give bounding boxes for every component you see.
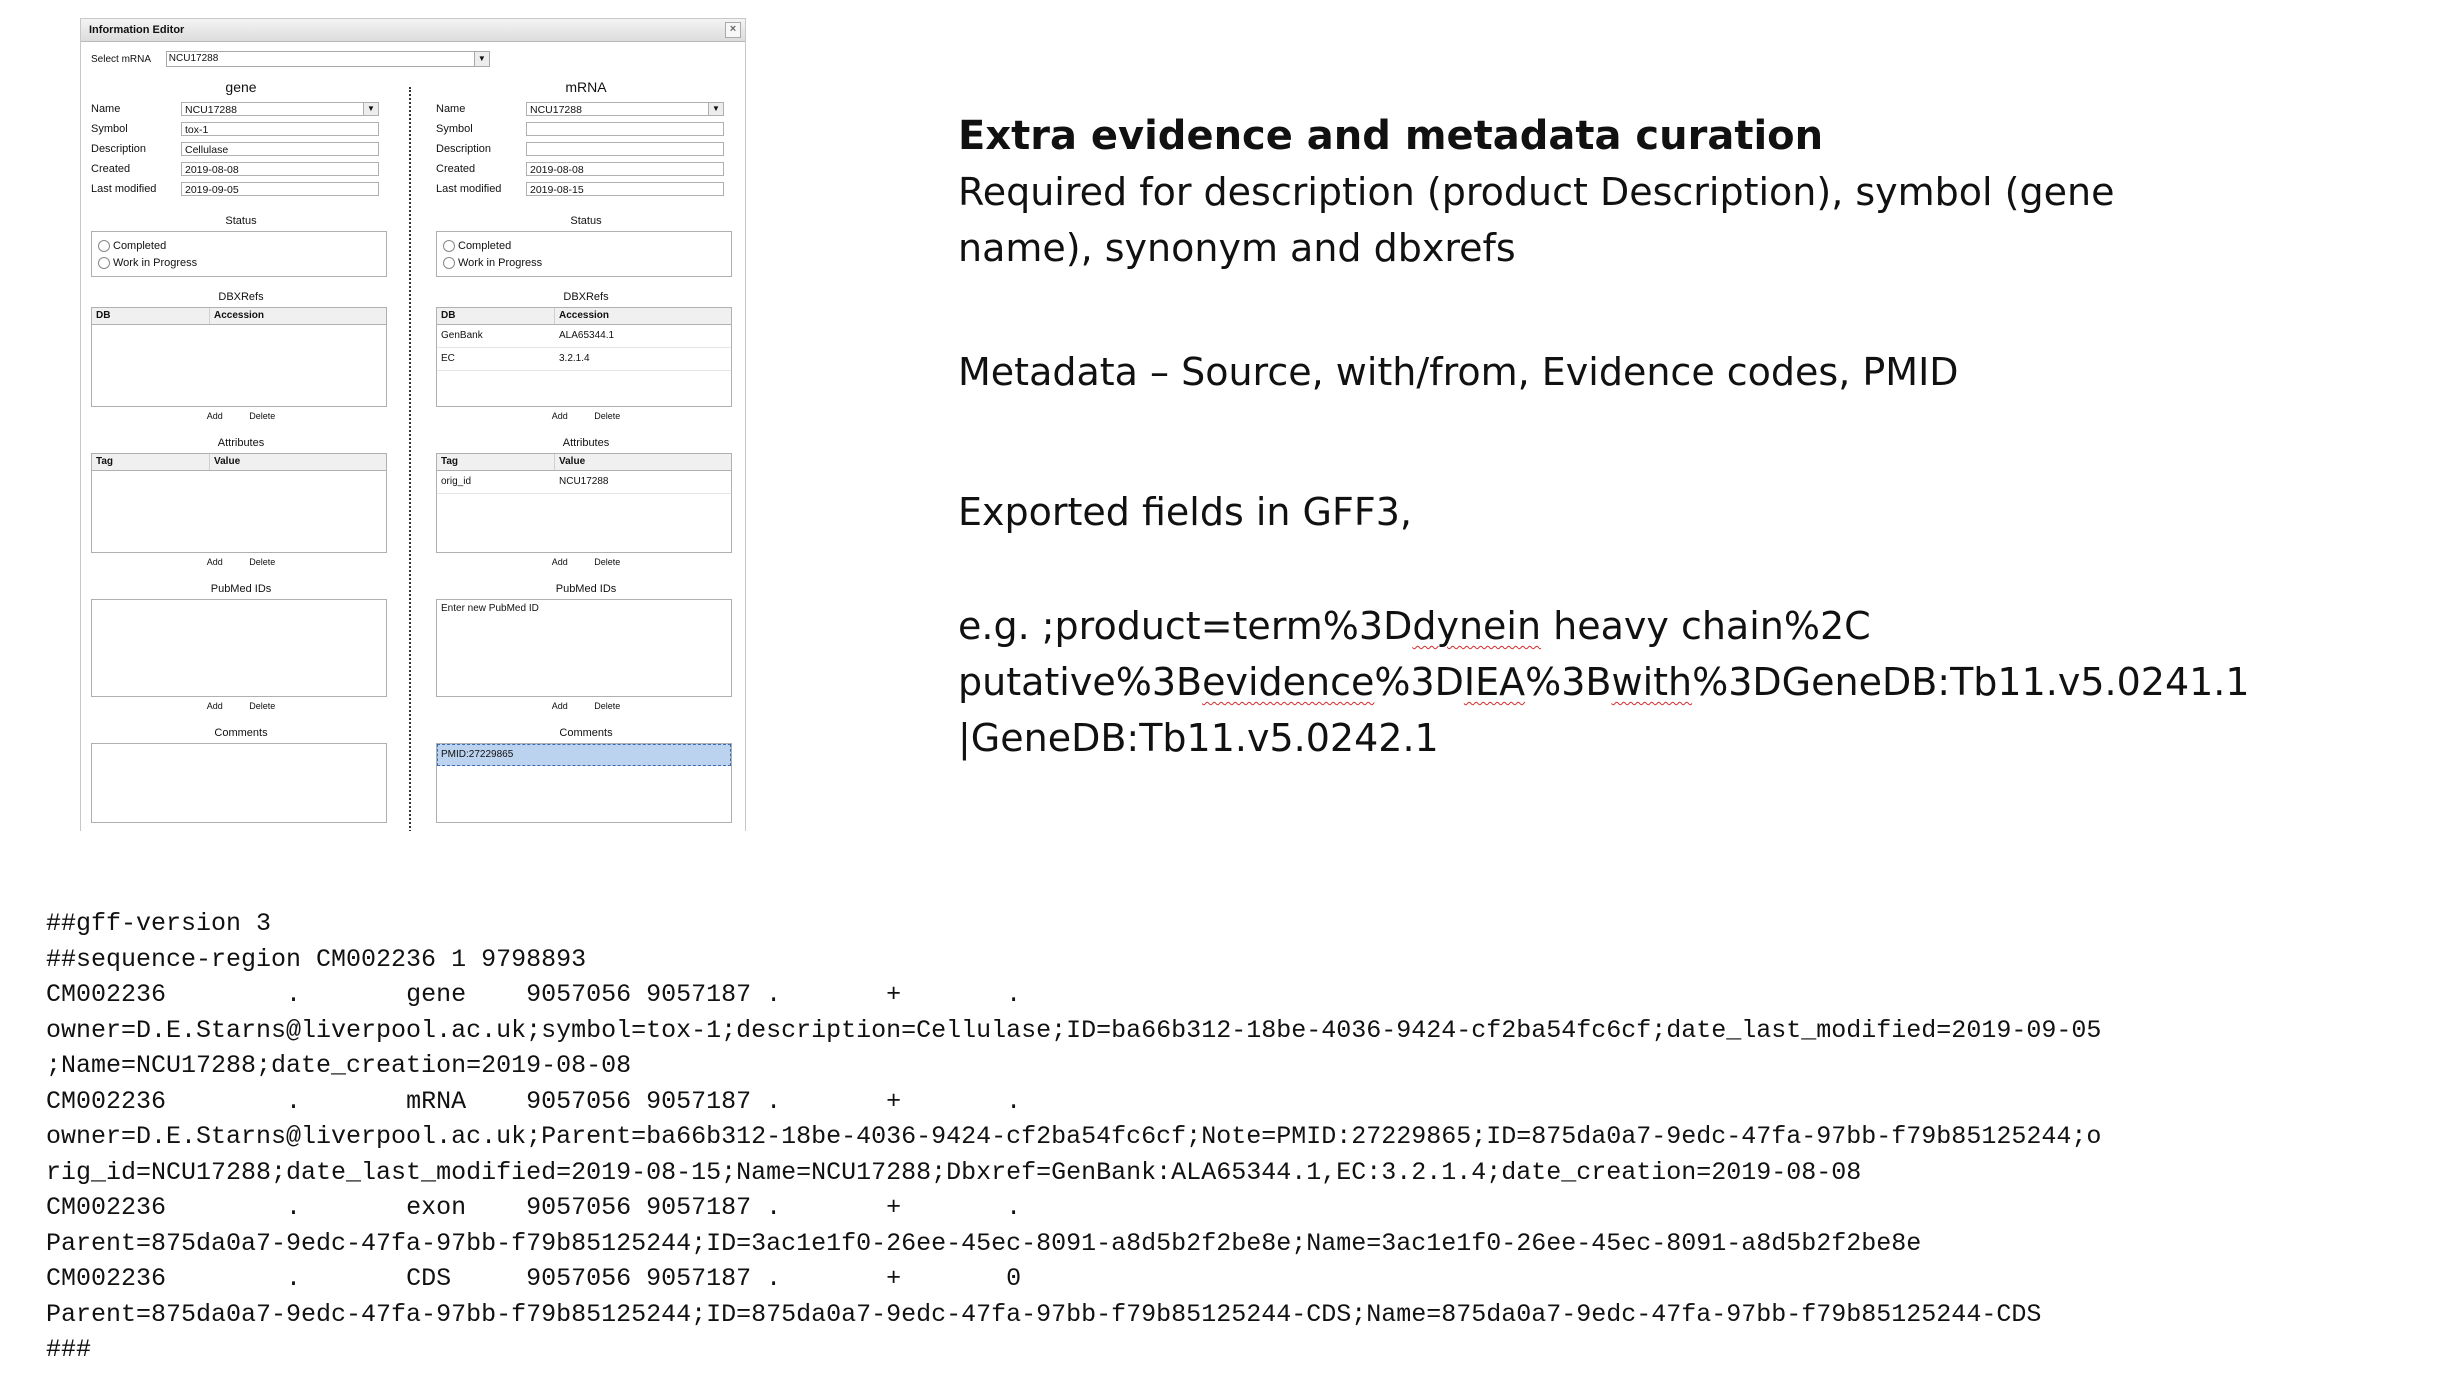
example-text: heavy chain%2C [1541,604,1871,648]
field-label: Created [436,163,476,175]
db-column-header[interactable]: DB [437,308,555,324]
slide-notes [958,108,2398,766]
chevron-down-icon[interactable]: ▼ [474,52,489,66]
table-header [92,454,386,471]
value-column-header[interactable]: Value [214,456,241,467]
example-line-3: |GeneDB:Tb11.v5.0242.1 [958,716,1439,760]
field-label: Symbol [91,123,128,135]
radio-label: Completed [458,239,512,252]
db-cell: GenBank [441,330,483,341]
add-button[interactable]: Add [551,557,568,567]
db-column-header[interactable]: DB [92,308,210,324]
notes-line: Metadata – Source, with/from, Evidence codes, PMID [958,350,1959,394]
example-text: with [1611,660,1693,704]
example-text: %3DGeneDB:Tb11.v5.0241.1 [1692,660,2250,704]
spacer [958,400,2398,484]
tag-column-header[interactable]: Tag [437,454,555,470]
gff3-listing [46,906,2101,1368]
gene-name-field [91,101,391,121]
select-mrna-dropdown[interactable] [166,51,490,67]
gff-line: owner=D.E.Starns@liverpool.ac.uk;Parent=ba66b312-18be-4036-9424-cf2ba54fc6cf;Note=PMID:27229865;ID=875da0a7-9edc-47fa-97bb-f79b85125244;o [46,1122,2102,1151]
attributes-title: Attributes [217,437,265,449]
pubmed-placeholder[interactable]: Enter new PubMed ID [441,603,539,614]
mrna-symbol-input[interactable] [526,122,724,136]
table-header [437,454,731,471]
add-button[interactable]: Add [551,411,568,421]
work-in-progress-radio[interactable] [98,254,380,271]
example-line-1 [958,598,2398,654]
mrna-name-input[interactable] [526,102,724,116]
table-row[interactable] [437,325,731,348]
example-line-2 [958,654,2398,710]
table-header [437,308,731,325]
gene-symbol-input[interactable]: tox-1 [181,122,379,136]
table-row[interactable] [437,348,731,371]
notes-line: Required for description (product Description), symbol (gene [958,170,2115,214]
field-label: Last modified [91,183,157,195]
field-value: NCU17288 [530,104,582,116]
db-cell: EC [441,353,455,364]
gene-dbxrefs-table [91,307,387,407]
gene-header: gene [225,79,257,95]
gene-pubmed-list[interactable] [91,599,387,697]
pubmed-title: PubMed IDs [210,583,272,595]
gene-created-field [91,161,391,181]
field-label: Last modified [436,183,502,195]
mrna-header: mRNA [565,79,607,95]
attributes-buttons [91,555,391,569]
accession-column-header[interactable]: Accession [559,310,610,321]
notes-heading: Extra evidence and metadata curation [958,113,1824,159]
radio-label: Completed [113,239,167,252]
select-mrna-label: Select mRNA [91,53,152,65]
gene-created-input[interactable]: 2019-08-08 [181,162,379,176]
field-value: NCU17288 [185,104,237,116]
mrna-description-field [436,141,736,161]
gene-last-modified-input[interactable]: 2019-09-05 [181,182,379,196]
information-editor-window [80,18,746,831]
example-text: evidence [1202,660,1375,704]
mrna-created-input[interactable]: 2019-08-08 [526,162,724,176]
notes-line: Exported fields in GFF3, [958,490,1412,534]
radio-icon[interactable] [98,257,110,269]
field-label: Name [91,103,121,115]
radio-icon[interactable] [443,257,455,269]
pubmed-buttons [91,699,391,713]
field-label: Symbol [436,123,473,135]
close-icon[interactable]: × [725,22,741,38]
notes-line: name), synonym and dbxrefs [958,226,1516,270]
mrna-attributes-table [436,453,732,553]
add-button[interactable]: Add [206,411,223,421]
attributes-title: Attributes [562,437,610,449]
gff-line: ### [46,1335,92,1364]
mrna-last-modified-input[interactable]: 2019-08-15 [526,182,724,196]
mrna-comments-list[interactable] [436,743,732,823]
gff-line: Parent=875da0a7-9edc-47fa-97bb-f79b85125244;ID=3ac1e1f0-26ee-45ec-8091-a8d5b2f2be8e;Name=3ac1e1f0-26ee-45ec-8091-a8d5b2f2be8e [46,1228,1922,1258]
status-title: Status [225,215,257,227]
pubmed-buttons [436,699,736,713]
gene-description-input[interactable]: Cellulase [181,142,379,156]
gff-line: CM002236 . exon 9057056 9057187 . + . [46,1193,1022,1222]
gff-line: ##gff-version 3 [46,909,272,938]
comments-title: Comments [559,727,613,739]
table-row[interactable] [437,471,731,494]
gff-line: CM002236 . CDS 9057056 9057187 . + 0 [46,1264,1022,1293]
column-divider [409,87,411,831]
field-label: Name [436,103,466,115]
example-text: %3B [1525,660,1612,704]
dbxrefs-buttons [436,409,736,423]
mrna-status-box [436,231,732,277]
accession-cell: ALA65344.1 [559,330,615,341]
mrna-column [436,79,736,823]
gff-line: ;Name=NCU17288;date_creation=2019-08-08 [46,1051,632,1080]
gene-description-field [91,141,391,161]
radio-icon[interactable] [443,240,455,252]
completed-radio[interactable] [443,237,725,254]
gene-name-input[interactable] [181,102,379,116]
add-button[interactable]: Add [206,701,223,711]
example-text: e.g. ;product=term%3D [958,604,1413,648]
example-text: putative%3B [958,660,1203,704]
delete-button[interactable]: Delete [249,701,276,711]
gff-line: CM002236 . gene 9057056 9057187 . + . [46,980,1022,1009]
delete-button[interactable]: Delete [594,411,621,421]
select-mrna-row [91,51,490,67]
accession-column-header[interactable]: Accession [214,310,265,321]
field-label: Created [91,163,131,175]
window-titlebar [81,19,745,42]
tag-column-header[interactable]: Tag [92,454,210,470]
radio-icon[interactable] [98,240,110,252]
select-mrna-value: NCU17288 [168,53,219,64]
mrna-symbol-field [436,121,736,141]
example-text: IEA [1463,660,1526,704]
comment-item-selected[interactable]: PMID:27229865 [437,744,731,766]
spacer [958,540,2398,598]
add-button[interactable]: Add [206,557,223,567]
value-cell: NCU17288 [559,476,609,487]
table-header [92,308,386,325]
add-button[interactable]: Add [551,701,568,711]
tag-cell: orig_id [441,476,472,487]
mrna-last-modified-field [436,181,736,201]
gff-line: owner=D.E.Starns@liverpool.ac.uk;symbol=tox-1;description=Cellulase;ID=ba66b312-18be-4036-9424-cf2ba54fc6cf;date_last_modified=2019-09-05 [46,1015,2102,1045]
work-in-progress-radio[interactable] [443,254,725,271]
field-label: Description [91,143,147,155]
gff-line: ##sequence-region CM002236 1 9798893 [46,944,587,974]
radio-label: Work in Progress [458,256,543,269]
chevron-down-icon[interactable]: ▼ [708,103,723,115]
gene-column [91,79,391,823]
dbxrefs-title: DBXRefs [218,291,264,303]
window-title: Information Editor [89,24,185,36]
dbxrefs-buttons [91,409,391,423]
delete-button[interactable]: Delete [594,701,621,711]
gff-line: Parent=875da0a7-9edc-47fa-97bb-f79b85125244;ID=875da0a7-9edc-47fa-97bb-f79b85125244-CDS;Name=875da0a7-9edc-47fa-97bb-f79b85125244-CDS [46,1299,2042,1329]
completed-radio[interactable] [98,237,380,254]
mrna-pubmed-list[interactable] [436,599,732,697]
gff-line: CM002236 . mRNA 9057056 9057187 . + . [46,1086,1022,1116]
field-label: Description [436,143,492,155]
mrna-dbxrefs-table [436,307,732,407]
pubmed-title: PubMed IDs [555,583,617,595]
dbxrefs-title: DBXRefs [563,291,609,303]
gene-comments-list[interactable] [91,743,387,823]
mrna-name-field [436,101,736,121]
gene-symbol-field [91,121,391,141]
delete-button[interactable]: Delete [249,557,276,567]
example-text: dynein [1412,604,1542,648]
radio-label: Work in Progress [113,256,198,269]
delete-button[interactable]: Delete [249,411,276,421]
attributes-buttons [436,555,736,569]
gene-attributes-table [91,453,387,553]
example-text: %3D [1374,660,1464,704]
mrna-description-input[interactable] [526,142,724,156]
spacer [958,276,2398,344]
chevron-down-icon[interactable]: ▼ [363,103,378,115]
status-title: Status [570,215,602,227]
comments-title: Comments [214,727,268,739]
gene-last-modified-field [91,181,391,201]
accession-cell: 3.2.1.4 [559,353,590,364]
value-column-header[interactable]: Value [559,456,586,467]
gff-line: rig_id=NCU17288;date_last_modified=2019-08-15;Name=NCU17288;Dbxref=GenBank:ALA65344.1,EC:3.2.1.4;date_creation=2019-08-08 [46,1157,1862,1187]
delete-button[interactable]: Delete [594,557,621,567]
gene-status-box [91,231,387,277]
mrna-created-field [436,161,736,181]
